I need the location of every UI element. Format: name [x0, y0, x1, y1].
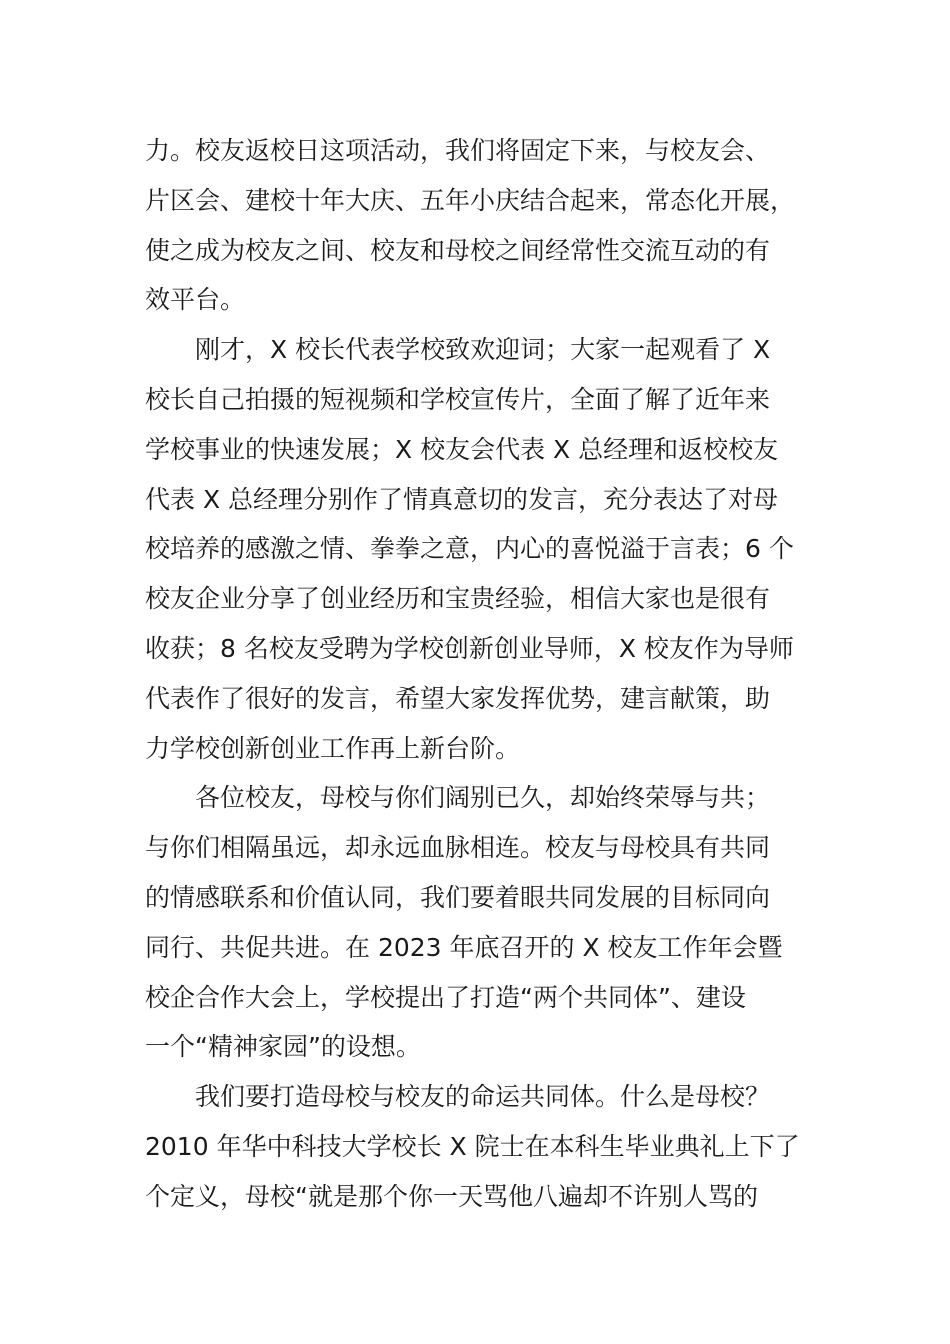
text-line: 力。校友返校日这项活动，我们将固定下来，与校友会、	[145, 136, 771, 165]
body-text	[145, 126, 810, 1222]
text-line: 校长自己拍摄的短视频和学校宣传片，全面了解了近年来	[145, 384, 771, 414]
paragraph-start-line: 我们要打造母校与校友的命运共同体。什么是母校？	[195, 1082, 771, 1112]
text-line: 校友企业分享了创业经历和宝贵经验，相信大家也是很有	[145, 584, 771, 614]
text-line: 收获；8 名校友受聘为学校创新创业导师，X 校友作为导师	[145, 633, 794, 663]
text-line: 代表 X 总经理分别作了情真意切的发言，充分表达了对母	[145, 484, 779, 514]
text-line: 与你们相隔虽远，却永远血脉相连。校友与母校具有共同	[145, 833, 771, 863]
text-line: 个定义，母校“就是那个你一天骂他八遍却不许别人骂的	[145, 1181, 758, 1211]
text-line: 效平台。	[145, 285, 246, 315]
text-line: 2010 年华中科技大学校长 X 院士在本科生毕业典礼上下了	[145, 1131, 800, 1161]
text-line: 使之成为校友之间、校友和母校之间经常性交流互动的有	[145, 235, 771, 265]
text-line: 代表作了很好的发言，希望大家发挥优势，建言献策，助	[145, 683, 771, 713]
paragraph-start-line: 刚才，X 校长代表学校致欢迎词；大家一起观看了 X	[195, 335, 771, 365]
paragraph-start-line: 各位校友，母校与你们阔别已久，却始终荣辱与共；	[195, 783, 771, 813]
text-line: 校培养的感激之情、拳拳之意，内心的喜悦溢于言表；6 个	[145, 534, 794, 564]
text-line: 同行、共促共进。在 2023 年底召开的 X 校友工作年会暨	[145, 932, 783, 962]
text-line: 片区会、建校十年大庆、五年小庆结合起来，常态化开展，	[145, 185, 796, 215]
text-line: 一个“精神家园”的设想。	[145, 1032, 421, 1062]
text-line: 校企合作大会上，学校提出了打造“两个共同体”、建设	[145, 982, 746, 1012]
text-line: 力学校创新创业工作再上新台阶。	[145, 733, 521, 763]
text-line: 学校事业的快速发展；X 校友会代表 X 总经理和返校校友	[145, 434, 779, 464]
text-line: 的情感联系和价值认同，我们要着眼共同发展的目标同向	[145, 882, 771, 912]
